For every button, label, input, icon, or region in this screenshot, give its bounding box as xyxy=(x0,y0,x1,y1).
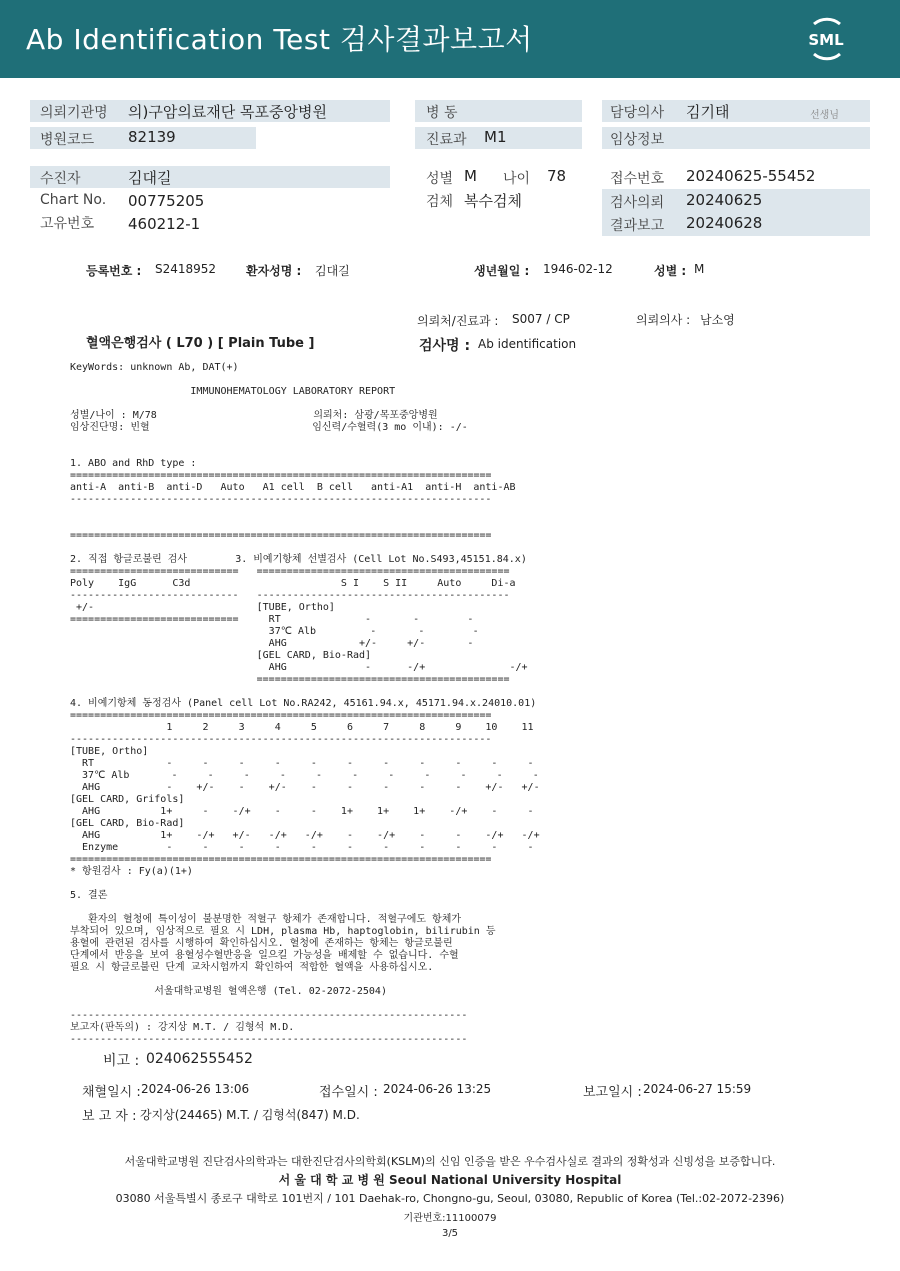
name-label: 환자성명 : xyxy=(246,264,302,278)
logo-text: SML xyxy=(808,31,844,49)
doctor-suffix: 선생님 xyxy=(810,110,839,121)
ward-label: 병 동 xyxy=(426,105,458,121)
collect-value: 2024-06-26 13:06 xyxy=(141,1082,250,1096)
receipt-value: 2024-06-26 13:25 xyxy=(383,1082,492,1096)
receipt-no-value: 20240625-55452 xyxy=(686,167,816,185)
request-label: 검사의뢰 xyxy=(610,195,665,211)
hospital-code-label: 병원코드 xyxy=(40,132,95,148)
report-header xyxy=(0,0,900,78)
dept-label: 진료과 xyxy=(426,132,467,148)
doctor-label: 담당의사 xyxy=(610,105,665,121)
lab-report-text: KeyWords: unknown Ab, DAT(+) IMMUNOHEMATOLOGY LABORATORY REPORT 성별/나이 : M/78 의뢰처: 삼광/목포중앙병원 임상진단명: 빈혈 임신력/수혈력(3 mo 이내): -/- 1. ABO and RhD type : ====================================================================== anti-A anti-B anti-D Auto A1 cell B cell anti-A1 anti-H anti-AB ---------------------------------------------------------------------- ====================================================================== 2. 직접 항글로불린 검사 3. 비예기항체 선별검사 (Cell Lot No.S493,45151.84.x) ============================ ========================================== Poly IgG C3d S I S II Auto Di-a ---------------------------- ------------------------------------------ +/- [TUBE, Ortho] ============================ RT - - - 37℃ Alb - - - AHG +/- +/- - [GEL CARD, Bio-Rad] AHG - -/+ -/+ ========================================== 4. 비예기항체 동정검사 (Panel cell Lot No.RA242, 45161.94.x, 45171.94.x.24010.01) ====================================================================== 1 2 3 4 5 6 7 8 9 10 11 ---------------------------------------------------------------------- [TUBE, Ortho] RT - - - - - - - - - - - 37℃ Alb - - - - - - - - - - - AHG - +/- - +/- - - - - - +/- +/- [GEL CARD, Grifols] AHG 1+ - -/+ - - 1+ 1+ 1+ -/+ - - [GEL CARD, Bio-Rad] AHG 1+ -/+ +/- -/+ -/+ - -/+ - - -/+ -/+ Enzyme - - - - - - - - - - - ====================================================================== * 항원검사 : Fy(a)(1+) 5. 결론 환자의 혈청에 특이성이 불분명한 적혈구 항체가 존재합니다. 적혈구에도 항체가 부착되어 있으며, 임상적으로 필요 시 LDH, plasma Hb, haptoglobin, bilirubin 등 용혈에 관련된 검사를 시행하여 확인하십시오. 혈청에 존재하는 항체는 항글로불린 단계에서 반응을 보여 용혈성수혈반응을 일으킬 가능성을 배제할 수 없습니다. 수혈 필요 시 항글로불린 단계 교차시험까지 확인하여 적합한 혈액을 사용하십시오. 서울대학교병원 혈액은행 (Tel. 02-2072-2504) ------------------------------------------------------------------ 보고자(판독의) : 강지상 M.T. / 김형석 M.D. ------------------------------------------------------------------ xyxy=(70,362,540,1045)
sml-logo-icon xyxy=(800,12,852,64)
reporter-value: 강지상(24465) M.T. / 김형석(847) M.D. xyxy=(140,1108,360,1122)
receipt-label: 접수일시 : xyxy=(319,1085,378,1100)
name-value: 김대길 xyxy=(315,264,350,278)
patient-label: 수진자 xyxy=(40,171,81,187)
page-number: 3/5 xyxy=(441,1228,459,1239)
footer-org-no: 기관번호:11100079 xyxy=(403,1213,497,1224)
sex-value: M xyxy=(464,167,477,185)
report-label: 보고일시 : xyxy=(583,1085,642,1100)
referral-value: S007 / CP xyxy=(512,312,570,326)
reg-sex-label: 성별 : xyxy=(654,264,687,278)
ref-doctor-label: 의뢰의사 : xyxy=(636,313,691,327)
collect-label: 채혈일시 : xyxy=(82,1085,141,1100)
remark-value: 024062555452 xyxy=(146,1051,253,1067)
sex-label: 성별 xyxy=(426,171,454,187)
report-title: Ab Identification Test 검사결과보고서 xyxy=(26,23,533,56)
report-value: 2024-06-27 15:59 xyxy=(643,1082,752,1096)
clinical-label: 임상정보 xyxy=(610,132,665,148)
patient-value: 김대길 xyxy=(128,169,172,187)
report-date-value: 20240628 xyxy=(686,214,763,232)
reg-sex-value: M xyxy=(694,262,705,276)
dept-value: M1 xyxy=(484,128,507,146)
test-name-value: Ab identification xyxy=(478,337,577,351)
chart-label: Chart No. xyxy=(40,192,107,208)
specimen-label: 검체 xyxy=(426,194,454,210)
remark-label: 비고 : xyxy=(103,1053,140,1069)
patient-box xyxy=(30,166,390,188)
test-group: 혈액은행검사 ( L70 ) [ Plain Tube ] xyxy=(86,336,315,351)
request-value: 20240625 xyxy=(686,191,763,209)
unique-value: 460212-1 xyxy=(128,215,201,233)
report-date-label: 결과보고 xyxy=(610,218,665,234)
institution-label: 의뢰기관명 xyxy=(40,105,108,121)
reporter-label: 보 고 자 : xyxy=(82,1109,137,1124)
footer-address: 03080 서울특별시 종로구 대학로 101번지 / 101 Daehak-ro, Chongno-gu, Seoul, 03080, Republic of Korea (Tel.:02-2072-2396) xyxy=(115,1192,785,1205)
doctor-value: 김기태 xyxy=(686,103,730,121)
chart-value: 00775205 xyxy=(128,192,205,210)
institution-value: 의)구암의료재단 목포중앙병원 xyxy=(128,103,327,121)
specimen-value: 복수검체 xyxy=(464,192,522,210)
receipt-no-label: 접수번호 xyxy=(610,171,665,187)
reg-no-value: S2418952 xyxy=(155,262,217,276)
test-name-label: 검사명 : xyxy=(419,338,471,354)
dob-value: 1946-02-12 xyxy=(543,262,613,276)
hospital-code-value: 82139 xyxy=(128,128,176,146)
unique-label: 고유번호 xyxy=(40,216,95,232)
footer-cert: 서울대학교병원 진단검사의학과는 대한진단검사의학회(KSLM)의 신임 인증을 받은 우수검사실로 결과의 정확성과 신빙성을 보증합니다. xyxy=(124,1155,776,1168)
footer-hospital: 서 울 대 학 교 병 원 Seoul National University Hospital xyxy=(278,1173,622,1187)
age-value: 78 xyxy=(547,167,567,185)
reg-no-label: 등록번호 : xyxy=(86,264,142,278)
referral-label: 의뢰처/진료과 : xyxy=(417,314,499,328)
dob-label: 생년월일 : xyxy=(474,264,530,278)
ref-doctor-value: 남소영 xyxy=(700,313,735,327)
age-label: 나이 xyxy=(503,171,531,187)
